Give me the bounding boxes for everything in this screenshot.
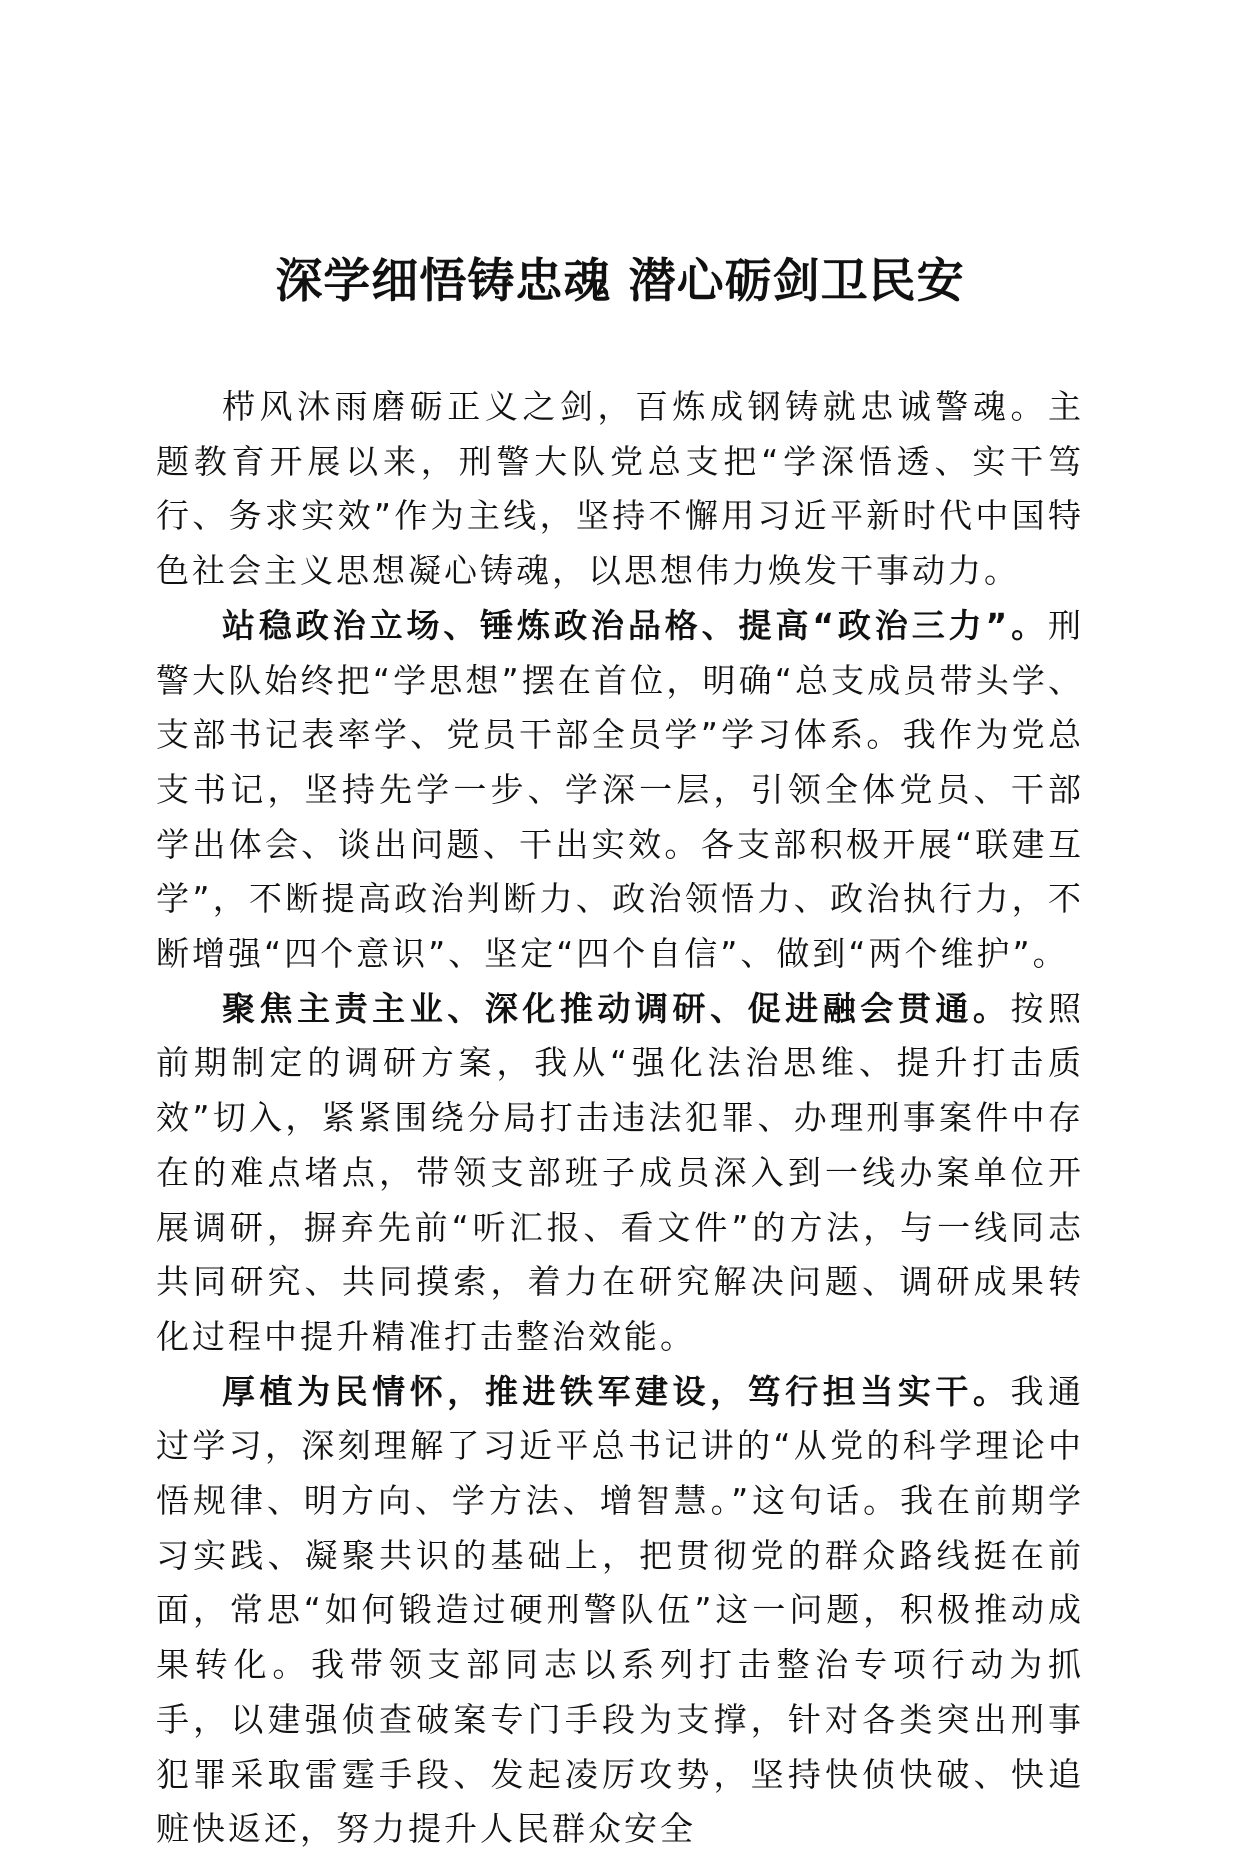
paragraph-heading: 站稳政治立场、锤炼政治品格、提高“政治三力”。: [222, 605, 1048, 645]
paragraph-text: 刑警大队始终把“学思想”摆在首位，明确“总支成员带头学、支部书记表率学、党员干部全员学”学习体系。我作为党总支书记，坚持先学一步、学深一层，引领全体党员、干部学出体会、谈出问题、干出实效。各支部积极开展“联建互学”，不断提高政治判断力、政治领悟力、政治执行力，不断增强“四个意识”、坚定“四个自信”、做到“两个维护”。: [156, 605, 1084, 974]
paragraph-heading: 厚植为民情怀，推进铁军建设，笃行担当实干。: [222, 1371, 1011, 1411]
paragraph-heading: 聚焦主责主业、深化推动调研、促进融会贯通。: [222, 988, 1011, 1028]
paragraph-text: 我通过学习，深刻理解了习近平总书记讲的“从党的科学理论中悟规律、明方向、学方法、增智慧。”这句话。我在前期学习实践、凝聚共识的基础上，把贯彻党的群众路线挺在前面，常思“如何锻造过硬刑警队伍”这一问题，积极推动成果转化。我带领支部同志以系列打击整治专项行动为抓手，以建强侦查破案专门手段为支撑，针对各类突出刑事犯罪采取雷霆手段、发起凌厉攻势，坚持快侦快破、快追赃快返还，努力提升人民群众安全: [156, 1371, 1085, 1849]
paragraph-research: [156, 982, 1084, 1365]
paragraph-text: 按照前期制定的调研方案，我从“强化法治思维、提升打击质效”切入，紧紧围绕分局打击违法犯罪、办理刑事案件中存在的难点堵点，带领支部班子成员深入到一线办案单位开展调研，摒弃先前“听汇报、看文件”的方法，与一线同志共同研究、共同摸索，着力在研究解决问题、调研成果转化过程中提升精准打击整治效能。: [156, 988, 1085, 1356]
paragraph-people-first: [156, 1365, 1084, 1857]
paragraph-political-stance: [156, 599, 1084, 982]
page-title: 深学细悟铸忠魂 潜心砺剑卫民安: [275, 254, 965, 309]
paragraph-text: 栉风沐雨磨砺正义之剑，百炼成钢铸就忠诚警魂。主题教育开展以来，刑警大队党总支把“学深悟透、实干笃行、务求实效”作为主线，坚持不懈用习近平新时代中国特色社会主义思想凝心铸魂，以思想伟力焕发干事动力。: [156, 387, 1084, 591]
paragraph-intro: [156, 380, 1084, 599]
document-body: [156, 380, 1084, 1857]
